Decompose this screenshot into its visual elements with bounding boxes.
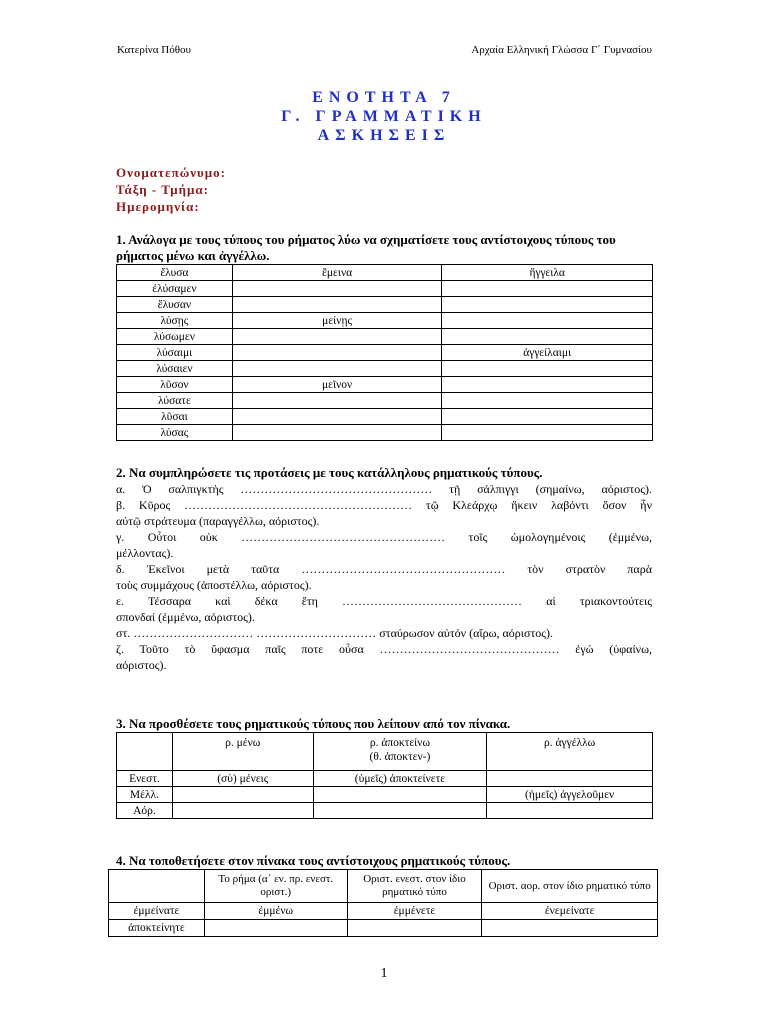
table-row — [117, 345, 653, 361]
sentence-line: αόριστος). — [116, 658, 167, 672]
table-cell: ἔλυσα — [117, 265, 233, 281]
table-cell — [232, 393, 442, 409]
table-cell: ἔμεινα — [232, 265, 442, 281]
header-cell: ρ. ἀγγέλλω — [487, 733, 653, 771]
sentence-line: στ. ………………………… ………………………… σταύρωσον αὐτόν (αἴρω, αόριστος). — [116, 626, 554, 640]
table-cell — [313, 787, 487, 803]
table-cell: (ἡμεῖς) ἀγγελοῦμεν — [487, 787, 653, 803]
table-row — [109, 903, 658, 920]
header-cell: Το ρήμα (α΄ εν. πρ. ενεστ. οριστ.) — [204, 870, 347, 903]
header-cell-title: ρ. ἀποκτείνω — [369, 737, 431, 749]
table-row — [117, 297, 653, 313]
table-row — [117, 329, 653, 345]
table-cell — [232, 297, 442, 313]
table-row — [117, 425, 653, 441]
sentence-line: β. Κῦρος ………………………………………………… τῷ Κλεάρχῳ ἥκειν λαβόντι ὅσον ἦν — [116, 498, 652, 512]
table-cell: ἐμμείνατε — [109, 903, 205, 920]
sentence-line: α. Ὁ σαλπιγκτὴς ………………………………………… τῇ σάλπιγγι (σημαίνω, αόριστος). — [116, 482, 652, 496]
table-cell: ἤγγειλα — [442, 265, 653, 281]
table-cell — [172, 787, 313, 803]
table-row — [117, 803, 653, 819]
sentence-line: μέλλοντας). — [116, 546, 174, 560]
sentence-line: ζ. Τοῦτο τὸ ὕφασμα παῖς ποτε οὖσα ……………………………………… ἐγώ (ὑφαίνω, — [116, 642, 652, 656]
table-cell: ἀγγείλαιμι — [442, 345, 653, 361]
table-row — [117, 361, 653, 377]
table-row — [117, 313, 653, 329]
header-cell — [313, 733, 487, 771]
title-exercises: ΑΣΚΗΣΕΙΣ — [317, 127, 451, 144]
sentence-line: γ. Οὗτοι οὐκ …………………………………………… τοῖς ὡμολογημένοις (ἐμμένω, — [116, 530, 652, 544]
table-cell — [442, 313, 653, 329]
table-row — [117, 787, 653, 803]
table-cell: λύσῃς — [117, 313, 233, 329]
sentence-line: αὐτῷ στράτευμα (παραγγέλλω, αόριστος). — [116, 514, 320, 528]
table-row — [117, 771, 653, 787]
table-header-row — [117, 733, 653, 771]
table-cell — [442, 329, 653, 345]
table-row — [109, 920, 658, 937]
table-cell: λῦσαι — [117, 409, 233, 425]
header-course: Αρχαία Ελληνική Γλώσσα Γ΄ Γυμνασίου — [471, 44, 652, 56]
name-label: Ονοματεπώνυμο: — [116, 165, 226, 180]
table-cell — [442, 297, 653, 313]
exercise-1-prompt: 1. Ανάλογα με τους τύπους του ρήματος λύω να σχηματίσετε τους αντίστοιχους τύπους του ρήματος μένω και ἀγγέλλω. — [116, 232, 616, 263]
table-cell — [232, 329, 442, 345]
table-cell: μείνῃς — [232, 313, 442, 329]
table-cell: (σὺ) μένεις — [172, 771, 313, 787]
table-row — [117, 393, 653, 409]
table-cell — [442, 425, 653, 441]
title-unit: ΕΝΟΤΗΤΑ 7 — [312, 89, 456, 106]
table-cell: Μέλλ. — [117, 787, 173, 803]
table-cell: λῦσον — [117, 377, 233, 393]
date-label: Ημερομηνία: — [116, 199, 200, 214]
table-cell: μεῖνον — [232, 377, 442, 393]
table-header-row — [109, 870, 658, 903]
table-cell: ἐνεμείνατε — [482, 903, 658, 920]
table-cell — [442, 409, 653, 425]
sentence-line: ε. Τέσσαρα καὶ δέκα ἔτη ……………………………………… αἱ τριακοντούτεις — [116, 594, 652, 608]
sentence-line: σπονδαί (ἐμμένω, αόριστος). — [116, 610, 255, 624]
header-cell — [109, 870, 205, 903]
table-cell: Αόρ. — [117, 803, 173, 819]
header-cell — [117, 733, 173, 771]
table-row — [117, 409, 653, 425]
table-cell — [347, 920, 482, 937]
exercise-2-prompt: 2. Να συμπληρώσετε τις προτάσεις με τους κατάλληλους ρηματικούς τύπους. — [116, 465, 543, 480]
table-row — [117, 265, 653, 281]
sentence-line: δ. Ἐκεῖνοι μετὰ ταῦτα …………………………………………… τὸν στρατὸν παρὰ — [116, 562, 652, 576]
header-cell: ρ. μένω — [172, 733, 313, 771]
table-cell — [442, 361, 653, 377]
table-cell — [487, 771, 653, 787]
table-cell: λύσατε — [117, 393, 233, 409]
table-cell — [232, 409, 442, 425]
table-cell: ἐμμένετε — [347, 903, 482, 920]
table-cell: (ὑμεῖς) ἀποκτείνετε — [313, 771, 487, 787]
table-cell: λύσαιεν — [117, 361, 233, 377]
table-cell: λύσας — [117, 425, 233, 441]
page-number: 1 — [380, 966, 388, 981]
sentence-line: τοὺς συμμάχους (ἀποστέλλω, αόριστος). — [116, 578, 312, 592]
table-cell — [232, 345, 442, 361]
table-cell — [442, 393, 653, 409]
table-cell — [313, 803, 487, 819]
header-author: Κατερίνα Πόθου — [117, 44, 191, 56]
header-cell: Οριστ. ενεστ. στον ίδιο ρηματικό τύπο — [347, 870, 482, 903]
table-cell: Ενεστ. — [117, 771, 173, 787]
table-cell — [442, 377, 653, 393]
table-cell — [204, 920, 347, 937]
table-cell: λύσωμεν — [117, 329, 233, 345]
exercise-1-table — [116, 264, 653, 441]
header-cell: Οριστ. αορ. στον ίδιο ρηματικό τύπο — [482, 870, 658, 903]
exercise-2-sentences — [116, 481, 652, 673]
table-cell — [482, 920, 658, 937]
class-label: Τάξη - Τμήμα: — [116, 182, 209, 197]
table-cell: ἔλυσαν — [117, 297, 233, 313]
table-cell: ἐμμένω — [204, 903, 347, 920]
table-cell — [487, 803, 653, 819]
exercise-3-prompt: 3. Να προσθέσετε τους ρηματικούς τύπους που λείπουν από τον πίνακα. — [116, 716, 511, 731]
table-cell — [172, 803, 313, 819]
table-cell: λύσαιμι — [117, 345, 233, 361]
header-cell-subtitle: (θ. ἀποκτεν-) — [369, 751, 431, 763]
table-cell: ἀποκτείνητε — [109, 920, 205, 937]
table-cell — [232, 425, 442, 441]
table-cell — [442, 281, 653, 297]
exercise-4-table — [108, 869, 658, 937]
exercise-4-prompt: 4. Να τοποθετήσετε στον πίνακα τους αντίστοιχους ρηματικούς τύπους. — [116, 853, 511, 868]
table-cell — [232, 281, 442, 297]
table-cell: ἐλύσαμεν — [117, 281, 233, 297]
exercise-3-table — [116, 732, 653, 819]
table-row — [117, 377, 653, 393]
table-cell — [232, 361, 442, 377]
table-row — [117, 281, 653, 297]
title-section: Γ. ΓΡΑΜΜΑΤΙΚΗ — [281, 108, 487, 125]
